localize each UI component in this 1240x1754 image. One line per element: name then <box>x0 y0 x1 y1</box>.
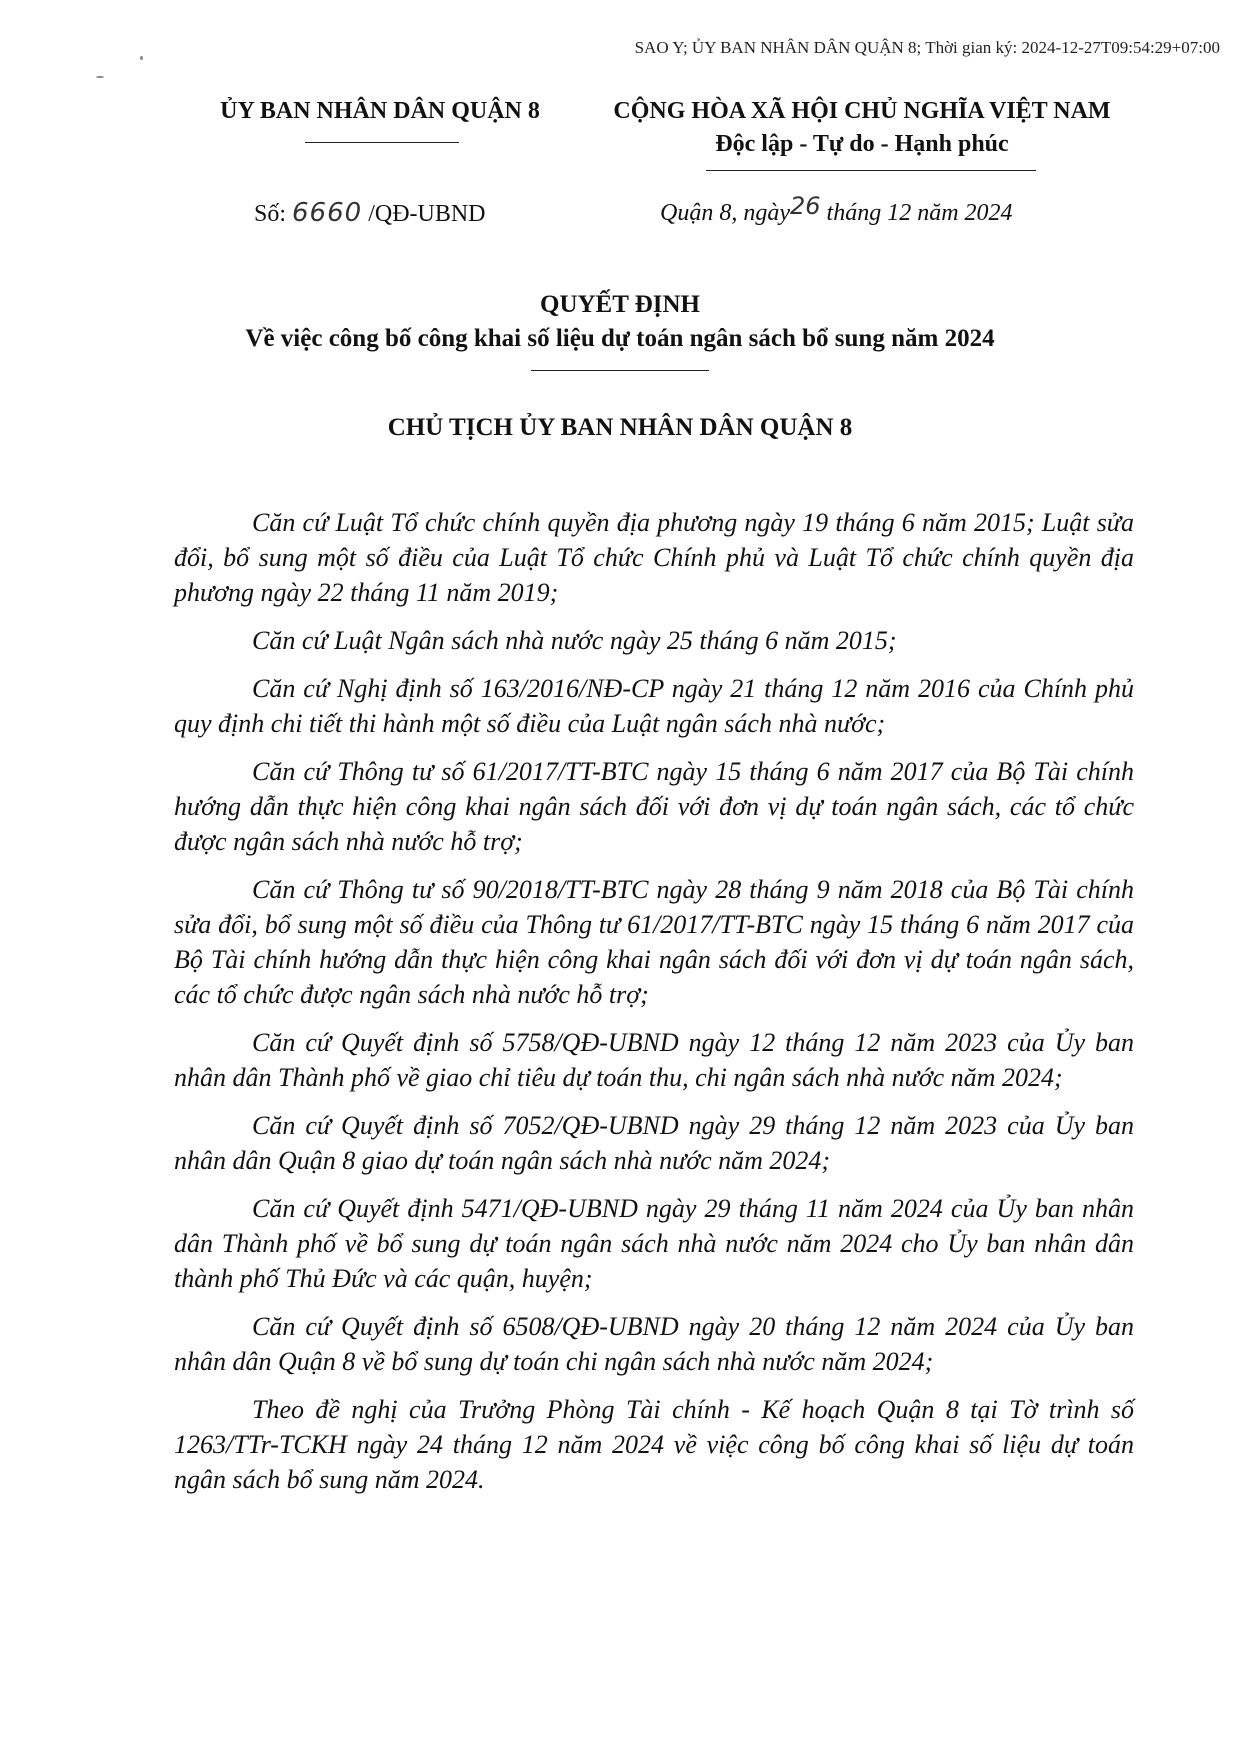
national-motto: Độc lập - Tự do - Hạnh phúc <box>715 131 1009 157</box>
national-title: CỘNG HÒA XÃ HỘI CHỦ NGHĨA VIỆT NAM <box>613 98 1111 124</box>
issuing-organization: ỦY BAN NHÂN DÂN QUẬN 8 <box>220 98 540 124</box>
legal-basis-paragraph: Căn cứ Luật Tổ chức chính quyền địa phương ngày 19 tháng 6 năm 2015; Luật sửa đổi, bổ sung một số điều của Luật Tổ chức Chính phủ và Luật Tổ chức chính quyền địa phương ngày 22 tháng 11 năm 2019; <box>174 508 1134 607</box>
legal-basis-paragraph: Căn cứ Quyết định 5471/QĐ-UBND ngày 29 tháng 11 năm 2024 của Ủy ban nhân dân Thành phố về bổ sung dự toán ngân sách nhà nước năm 2024 cho Ủy ban nhân dân thành phố Thủ Đức và các quận, huyện; <box>174 1194 1134 1293</box>
legal-basis-paragraph: Căn cứ Luật Ngân sách nhà nước ngày 25 tháng 6 năm 2015; <box>252 626 897 655</box>
document-number-suffix: /QĐ-UBND <box>362 201 486 227</box>
proposal-paragraph: Theo đề nghị của Trưởng Phòng Tài chính - Kế hoạch Quận 8 tại Tờ trình số 1263/TTr-TCKH ngày 24 tháng 12 năm 2024 về việc công bố công khai số liệu dự toán ngân sách bổ sung năm 2024. <box>174 1395 1134 1494</box>
document-number <box>254 198 486 228</box>
legal-basis-paragraph: Căn cứ Thông tư số 90/2018/TT-BTC ngày 28 tháng 9 năm 2018 của Bộ Tài chính sửa đổi, bổ sung một số điều của Thông tư 61/2017/TT-BTC ngày 15 tháng 6 năm 2017 của Bộ Tài chính hướng dẫn thực hiện công khai ngân sách đối với đơn vị dự toán ngân sách, các tổ chức được ngân sách nhà nước hỗ trợ; <box>174 875 1134 1009</box>
legal-bases <box>174 505 1134 1510</box>
decision-subtitle: Về việc công bố công khai số liệu dự toán ngân sách bổ sung năm 2024 <box>245 325 995 352</box>
document-date-day-handwritten: 26 <box>789 192 821 220</box>
document-date-prefix: Quận 8, ngày <box>660 200 790 226</box>
issuing-authority: CHỦ TỊCH ỦY BAN NHÂN DÂN QUẬN 8 <box>387 414 853 441</box>
legal-basis-paragraph: Căn cứ Nghị định số 163/2016/NĐ-CP ngày 21 tháng 12 năm 2016 của Chính phủ quy định chi tiết thi hành một số điều của Luật ngân sách nhà nước; <box>174 674 1134 738</box>
legal-basis-paragraph: Căn cứ Quyết định số 5758/QĐ-UBND ngày 12 tháng 12 năm 2023 của Ủy ban nhân dân Thành phố về giao chỉ tiêu dự toán thu, chi ngân sách nhà nước năm 2024; <box>174 1028 1134 1092</box>
legal-basis-paragraph: Căn cứ Quyết định số 7052/QĐ-UBND ngày 29 tháng 12 năm 2023 của Ủy ban nhân dân Quận 8 giao dự toán ngân sách nhà nước năm 2024; <box>174 1111 1134 1175</box>
org-underline <box>305 142 459 143</box>
document-number-prefix: Số: <box>254 201 293 227</box>
document-date <box>660 192 1013 227</box>
scan-speck <box>96 76 104 78</box>
legal-basis-paragraph: Căn cứ Thông tư số 61/2017/TT-BTC ngày 15 tháng 6 năm 2017 của Bộ Tài chính hướng dẫn thực hiện công khai ngân sách đối với đơn vị dự toán ngân sách, các tổ chức được ngân sách nhà nước hỗ trợ; <box>174 757 1134 856</box>
title-underline <box>531 370 709 371</box>
decision-title-block <box>0 288 1240 371</box>
scan-speck <box>140 56 143 60</box>
document-header <box>0 98 1240 238</box>
decision-title: QUYẾT ĐỊNH <box>540 291 700 318</box>
motto-underline <box>706 170 1036 171</box>
document-date-suffix: tháng 12 năm 2024 <box>820 200 1013 226</box>
digital-signature-stamp: SAO Y; ỦY BAN NHÂN DÂN QUẬN 8; Thời gian ký: 2024-12-27T09:54:29+07:00 <box>634 38 1220 57</box>
document-number-handwritten: 6660 <box>292 198 363 228</box>
legal-basis-paragraph: Căn cứ Quyết định số 6508/QĐ-UBND ngày 20 tháng 12 năm 2024 của Ủy ban nhân dân Quận 8 về bổ sung dự toán chi ngân sách nhà nước năm 2024; <box>174 1312 1134 1376</box>
